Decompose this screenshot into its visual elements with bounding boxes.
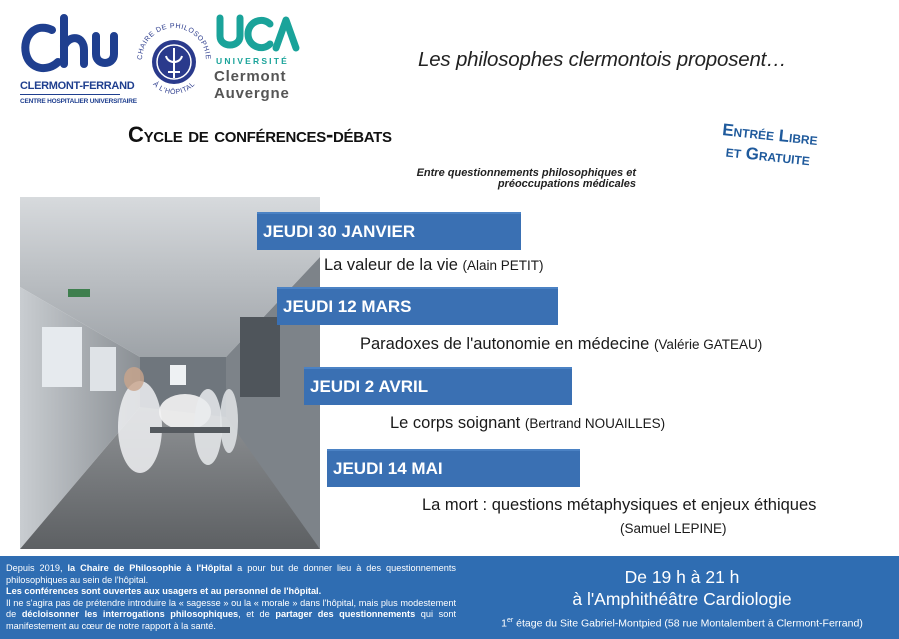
event-2-speaker: (Valérie GATEAU) <box>653 337 763 352</box>
event-2-talk: Paradoxes de l'autonomie en médecine (Valérie GATEAU) <box>360 335 763 353</box>
event-address: 1er étage du Site Gabriel-Montpied (58 rue Montalembert à Clermont-Ferrand) <box>501 617 863 630</box>
seal-arc-bottom: À L'HÔPITAL <box>151 80 197 97</box>
free-entry-line1: Entrée Libre <box>721 120 819 150</box>
page-title: Cycle de conférences-débats <box>128 122 392 147</box>
subtitle: Entre questionnements philosophiques et préoccupations médicales <box>416 167 636 190</box>
event-1-date: JEUDI 30 JANVIER <box>257 212 521 250</box>
footer-paragraph-3: Il ne s'agira pas de prétendre introduire la « sagesse » ou la « morale » dans l'hôpital, mais plus modestement de décloisonner les interrogations philosophiques, et de partager des questionnements qui sont manifestement au cœur de notre rapport à la santé. <box>6 597 456 631</box>
uca-clermont: Clermont <box>214 68 287 85</box>
uca-logo <box>214 14 314 106</box>
event-4-speaker: (Samuel LEPINE) <box>620 521 727 536</box>
uca-universite: UNIVERSITÉ <box>216 56 290 66</box>
uca-logo-icon <box>214 14 304 54</box>
event-4-date: JEUDI 14 MAI <box>327 449 580 487</box>
chu-subtitle: CENTRE HOSPITALIER UNIVERSITAIRE <box>20 98 137 105</box>
chair-philosophie-seal-icon <box>132 16 216 102</box>
chu-logo <box>18 14 137 114</box>
event-1-speaker: (Alain PETIT) <box>462 258 544 273</box>
chu-name: CLERMONT-FERRAND <box>20 80 135 92</box>
chu-divider <box>20 94 120 95</box>
event-3-talk: Le corps soignant (Bertrand NOUAILLES) <box>390 414 666 432</box>
event-3-speaker: (Bertrand NOUAILLES) <box>524 416 666 431</box>
footer-band <box>0 556 899 639</box>
uca-auvergne: Auvergne <box>214 85 290 102</box>
event-time: De 19 h à 21 h <box>624 567 740 587</box>
event-2-date: JEUDI 12 MARS <box>277 287 558 325</box>
event-1-talk: La valeur de la vie (Alain PETIT) <box>324 256 544 274</box>
chair-philosophie-logo <box>132 16 216 102</box>
seal-arc-top: CHAIRE DE PHILOSOPHIE <box>136 22 212 61</box>
event-place: à l'Amphithéâtre Cardiologie <box>572 589 792 609</box>
footer-paragraph-1: Depuis 2019, la Chaire de Philosophie à l'Hôpital a pour but de donner lieu à des questionnements philosophiques au sein de l'hôpital. <box>6 563 456 585</box>
footer-paragraph-2: Les conférences sont ouvertes aux usagers et au personnel de l'hôpital. <box>6 586 322 597</box>
free-entry-line2: et Gratuite <box>724 141 811 170</box>
tagline: Les philosophes clermontois proposent… <box>418 48 787 71</box>
chu-logo-icon <box>18 14 128 80</box>
event-3-date: JEUDI 2 AVRIL <box>304 367 572 405</box>
free-entry-badge <box>698 117 840 173</box>
footer-description <box>6 563 456 633</box>
event-4-talk: La mort : questions métaphysiques et enjeux éthiques <box>422 496 817 514</box>
